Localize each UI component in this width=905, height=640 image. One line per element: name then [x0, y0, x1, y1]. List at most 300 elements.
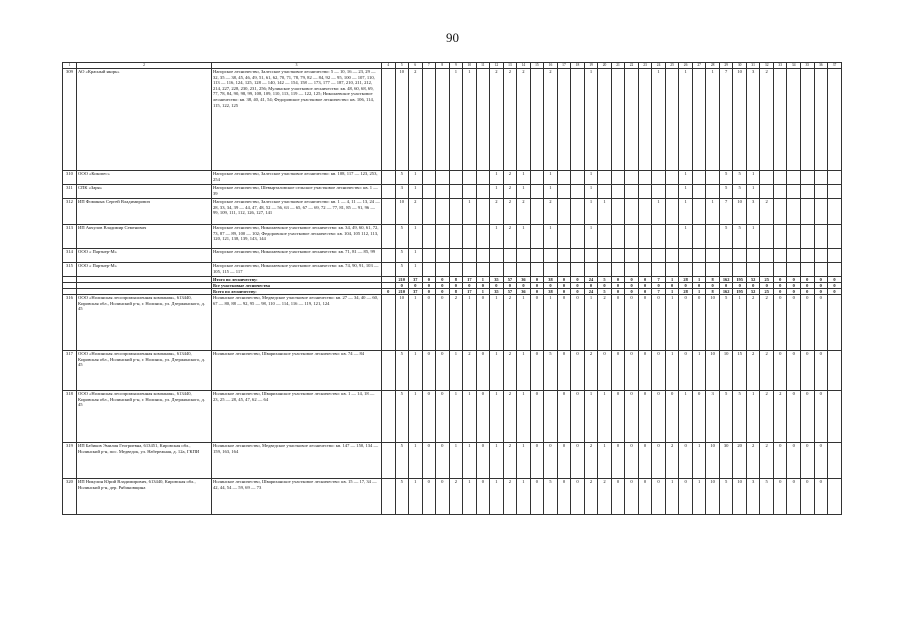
row-value-cell: 2 [773, 391, 787, 443]
totals-value-cell: 0 [571, 277, 585, 283]
row-value-cell [719, 249, 733, 263]
row-value-cell: 0 [611, 351, 625, 391]
row-value-cell [463, 225, 477, 249]
row-value-cell: 0 [625, 443, 639, 479]
row-value-cell: 1 [584, 225, 598, 249]
row-value-cell [503, 249, 517, 263]
row-number: 315 [63, 263, 77, 277]
row-value-cell: 1 [584, 199, 598, 225]
row-description: Нагорское лесничество, Залесское участковое лесничество: 5 — 10, 16 — 23, 29 — 32, 35 — 38, 45, 46, 49, 51, 61, 62, 70, 71, 78, 79, 82 — 84, 92 — 95, 100 — 107, 110, 113 — 116, 124, 125, 128 — 140, 142 — 154, 158 — 173, 177 — 187, 210, 211, 212, 214, 227, 228, 230, 231, 256; Мулинское участковое лесничество: кв. 48, 60, 68, 69, 77, 78, 84, 90, 98, 99, 108, 109, 110, 113, 119 — 122, 125; Николаевское участковое лесничество: кв. 38, 40, 41, 54; Федоровское участковое лесничество: кв. 106, 114, 115, 122, 125 [212, 69, 382, 171]
totals-value-cell: 0 [692, 283, 706, 289]
row-value-cell: 1 [665, 351, 679, 391]
row-value-cell [773, 199, 787, 225]
row-value-cell [625, 199, 639, 225]
row-value-cell: 3 [746, 479, 760, 515]
row-value-cell: 2 [598, 479, 612, 515]
row-value-cell [571, 249, 585, 263]
row-number: 310 [63, 171, 77, 185]
row-value-cell: 1 [544, 295, 558, 351]
row-value-cell: 2 [503, 351, 517, 391]
totals-value-cell: 0 [625, 283, 639, 289]
row-value-cell [422, 185, 436, 199]
header-cell: 31 [746, 63, 760, 69]
row-value-cell: 1 [544, 185, 558, 199]
header-cell: 3 [212, 63, 382, 69]
totals-value-cell: 0 [814, 277, 828, 283]
row-value-cell: 1 [409, 225, 423, 249]
row-value-cell: 2 [463, 351, 477, 391]
totals-value-cell: 0 [490, 283, 504, 289]
totals-value-cell: 0 [625, 289, 639, 295]
row-value-cell [706, 185, 720, 199]
totals-value-cell: 0 [598, 283, 612, 289]
row-value-cell: 1 [409, 249, 423, 263]
header-cell: 8 [436, 63, 450, 69]
row-value-cell: 10 [733, 69, 747, 171]
row-value-cell [436, 171, 450, 185]
row-value-cell [625, 249, 639, 263]
row-description: Нагорское лесничество, Залесское участковое лесничество: кв. 108, 117 — 123, 253, 254 [212, 171, 382, 185]
totals-value-cell: 0 [828, 277, 842, 283]
totals-value-cell: 0 [422, 289, 436, 295]
header-cell: 10 [463, 63, 477, 69]
totals-value-cell: 0 [733, 283, 747, 289]
row-value-cell: 5 [395, 443, 409, 479]
row-value-cell: 0 [814, 391, 828, 443]
row-value-cell: 0 [679, 479, 693, 515]
totals-value-cell: 38 [544, 289, 558, 295]
row-value-cell: 0 [557, 443, 571, 479]
row-value-cell: 2 [490, 69, 504, 171]
row-value-cell: 0 [422, 295, 436, 351]
row-value-cell: 1 [463, 391, 477, 443]
row-value-cell [787, 263, 801, 277]
row-value-cell [382, 295, 396, 351]
row-value-cell [760, 225, 774, 249]
row-description: Нагорское лесничество, Николаевское участковое лесничество: кв. 34, 49, 60, 61, 72, 73, 87 — 89, 100 — 102; Федоровское участковое лесничество: кв. 104, 105 112, 113, 120, 121, 138, 139, 143, 144 [212, 225, 382, 249]
row-value-cell [449, 185, 463, 199]
row-value-cell [463, 171, 477, 185]
row-value-cell [814, 199, 828, 225]
row-value-cell [652, 185, 666, 199]
row-value-cell [733, 249, 747, 263]
header-cell: 13 [503, 63, 517, 69]
row-value-cell [800, 199, 814, 225]
row-value-cell: 2 [760, 391, 774, 443]
row-description: Нагорское лесничество, Шевырталовское сельское участковое лесничество: кв. 1 — 39 [212, 185, 382, 199]
row-value-cell [652, 249, 666, 263]
row-value-cell: 5 [760, 479, 774, 515]
header-cell: 6 [409, 63, 423, 69]
row-value-cell: 1 [517, 185, 531, 199]
header-cell: 2 [77, 63, 212, 69]
row-value-cell: 2 [503, 391, 517, 443]
totals-value-cell: 0 [611, 283, 625, 289]
row-value-cell: 2 [503, 225, 517, 249]
header-cell: 37 [828, 63, 842, 69]
row-value-cell [787, 69, 801, 171]
row-value-cell [773, 69, 787, 171]
page-number: 90 [446, 30, 459, 45]
totals-value-cell: 57 [503, 289, 517, 295]
row-description: Нагорское лесничество, Николаевское участковое лесничество: кв. 74, 90, 91, 103 — 105, 115 — 117 [212, 263, 382, 277]
totals-value-cell: 1 [476, 277, 490, 283]
row-value-cell: 0 [611, 479, 625, 515]
totals-value-cell: 0 [828, 289, 842, 295]
row-description: Нагорское лесничество, Залесское участковое лесничество: кв. 1 — 4, 11 — 13, 24 — 28, 33, 34, 39 — 44, 47, 48, 52 — 56, 63 — 65, 67 — 69, 72 — 77, 81, 85 — 91, 96 — 99, 109, 111, 112, 126, 127, 141 [212, 199, 382, 225]
row-value-cell [449, 199, 463, 225]
row-value-cell [476, 171, 490, 185]
row-value-cell [638, 225, 652, 249]
row-value-cell [692, 185, 706, 199]
totals-value-cell: 0 [395, 283, 409, 289]
totals-value-cell: 1 [665, 277, 679, 283]
row-value-cell [746, 263, 760, 277]
header-cell: 30 [733, 63, 747, 69]
header-cell: 26 [679, 63, 693, 69]
row-value-cell [544, 249, 558, 263]
row-value-cell [530, 225, 544, 249]
row-value-cell: 5 [719, 185, 733, 199]
row-value-cell: 2 [760, 69, 774, 171]
row-value-cell [517, 249, 531, 263]
row-value-cell [692, 69, 706, 171]
row-value-cell: 0 [611, 391, 625, 443]
row-value-cell [665, 199, 679, 225]
row-value-cell [787, 249, 801, 263]
row-value-cell: 2 [746, 295, 760, 351]
row-value-cell: 0 [787, 351, 801, 391]
totals-value-cell: 35 [490, 289, 504, 295]
row-value-cell [422, 249, 436, 263]
row-value-cell: 0 [422, 351, 436, 391]
row-description: Нолинское лесничество, Медведское участковое лесничество: кв. 27 — 34, 40 — 60, 67 — 80, 88 — 92, 95 — 98, 110 — 114, 116 — 119, 121, 124 [212, 295, 382, 351]
row-value-cell [557, 225, 571, 249]
row-value-cell: 1 [409, 351, 423, 391]
row-org-name: ООО «Кокопес» [77, 171, 212, 185]
row-value-cell: 5 [395, 171, 409, 185]
row-value-cell: 5 [395, 249, 409, 263]
table-row [63, 185, 842, 199]
row-value-cell [692, 171, 706, 185]
totals-value-cell: 210 [395, 289, 409, 295]
row-value-cell: 0 [436, 351, 450, 391]
row-value-cell: 0 [800, 479, 814, 515]
row-value-cell [557, 249, 571, 263]
totals-value-cell: 0 [544, 283, 558, 289]
row-value-cell: 0 [611, 443, 625, 479]
row-value-cell [422, 171, 436, 185]
totals-value-cell: 0 [665, 283, 679, 289]
row-value-cell: 2 [503, 171, 517, 185]
totals-value-cell: 25 [760, 277, 774, 283]
totals-value-cell: 36 [517, 289, 531, 295]
row-value-cell [476, 69, 490, 171]
row-value-cell: 1 [463, 199, 477, 225]
totals-value-cell: 0 [571, 283, 585, 289]
totals-value-cell: 1 [476, 289, 490, 295]
row-value-cell: 0 [800, 443, 814, 479]
row-value-cell: 1 [409, 263, 423, 277]
row-value-cell [422, 225, 436, 249]
row-number: 312 [63, 199, 77, 225]
header-cell: 1 [63, 63, 77, 69]
row-value-cell: 1 [692, 479, 706, 515]
row-value-cell: 0 [638, 479, 652, 515]
row-value-cell [382, 249, 396, 263]
totals-value-cell: 0 [517, 283, 531, 289]
row-value-cell: 0 [638, 351, 652, 391]
row-value-cell [692, 199, 706, 225]
row-value-cell [773, 225, 787, 249]
row-value-cell [611, 249, 625, 263]
table-row [63, 171, 842, 185]
header-cell: 7 [422, 63, 436, 69]
row-description: Нолинское лесничество, Швариханское участковое лесничество: кв. 1 — 14, 18 — 23, 25 — 28, 45, 47, 62 — 64 [212, 391, 382, 443]
totals-value-cell: 38 [544, 277, 558, 283]
row-value-cell: 2 [746, 443, 760, 479]
row-value-cell [814, 225, 828, 249]
row-value-cell: 0 [787, 391, 801, 443]
row-value-cell: 0 [679, 351, 693, 391]
totals-value-cell: 8 [706, 289, 720, 295]
totals-value-cell: 0 [530, 283, 544, 289]
row-value-cell: 0 [787, 295, 801, 351]
row-value-cell: 2 [449, 295, 463, 351]
row-value-cell [814, 69, 828, 171]
totals-value-cell: 0 [409, 283, 423, 289]
row-value-cell [828, 391, 842, 443]
row-value-cell: 1 [665, 479, 679, 515]
row-value-cell [746, 249, 760, 263]
row-number: 316 [63, 295, 77, 351]
totals-label: Итого по лесничеству: [212, 277, 382, 283]
row-value-cell: 1 [463, 295, 477, 351]
totals-value-cell: 8 [449, 289, 463, 295]
row-value-cell: 1 [692, 351, 706, 391]
row-value-cell: 0 [652, 443, 666, 479]
row-value-cell [544, 263, 558, 277]
row-value-cell [652, 171, 666, 185]
row-value-cell [800, 185, 814, 199]
row-value-cell: 5 [719, 171, 733, 185]
row-value-cell: 0 [530, 479, 544, 515]
row-value-cell [828, 69, 842, 171]
header-cell: 33 [773, 63, 787, 69]
row-number: 318 [63, 391, 77, 443]
table-row [63, 295, 842, 351]
row-value-cell: 0 [557, 351, 571, 391]
row-value-cell [382, 199, 396, 225]
row-value-cell [625, 185, 639, 199]
row-value-cell [625, 225, 639, 249]
row-value-cell [773, 263, 787, 277]
row-value-cell [530, 185, 544, 199]
row-value-cell [679, 249, 693, 263]
row-value-cell [692, 249, 706, 263]
row-value-cell: 1 [517, 443, 531, 479]
row-value-cell [436, 225, 450, 249]
row-value-cell: 2 [760, 295, 774, 351]
row-value-cell: 1 [449, 69, 463, 171]
row-value-cell [571, 199, 585, 225]
row-value-cell [773, 171, 787, 185]
row-value-cell [814, 185, 828, 199]
row-value-cell [382, 69, 396, 171]
row-value-cell: 0 [530, 391, 544, 443]
row-value-cell [787, 225, 801, 249]
row-value-cell [598, 69, 612, 171]
row-value-cell: 2 [760, 351, 774, 391]
row-value-cell: 0 [814, 351, 828, 391]
totals-value-cell: 0 [828, 283, 842, 289]
row-value-cell: 2 [584, 479, 598, 515]
row-value-cell [449, 263, 463, 277]
row-value-cell: 1 [517, 351, 531, 391]
row-value-cell [760, 263, 774, 277]
row-value-cell: 0 [814, 443, 828, 479]
row-value-cell: 0 [652, 295, 666, 351]
row-value-cell: 5 [395, 391, 409, 443]
totals-value-cell: 0 [436, 277, 450, 283]
totals-value-cell: 1 [665, 289, 679, 295]
row-value-cell: 1 [463, 69, 477, 171]
row-value-cell: 1 [517, 391, 531, 443]
row-value-cell [625, 69, 639, 171]
row-number: 320 [63, 479, 77, 515]
row-value-cell [814, 249, 828, 263]
row-number: 319 [63, 443, 77, 479]
row-value-cell [828, 171, 842, 185]
row-value-cell: 2 [490, 199, 504, 225]
row-value-cell [665, 225, 679, 249]
row-value-cell: 0 [625, 351, 639, 391]
totals-value-cell: 5 [598, 289, 612, 295]
totals-value-cell: 0 [530, 289, 544, 295]
header-cell: 21 [611, 63, 625, 69]
row-value-cell: 1 [598, 391, 612, 443]
row-value-cell: 0 [571, 391, 585, 443]
totals-value-cell: 0 [557, 283, 571, 289]
row-value-cell: 1 [746, 171, 760, 185]
totals-value-cell: 25 [760, 289, 774, 295]
row-value-cell: 10 [706, 351, 720, 391]
row-org-name: ООО « Партнер-М» [77, 263, 212, 277]
row-value-cell: 1 [665, 295, 679, 351]
row-value-cell [665, 249, 679, 263]
row-value-cell: 1 [679, 69, 693, 171]
row-value-cell: 1 [544, 225, 558, 249]
row-value-cell [706, 171, 720, 185]
header-cell: 36 [814, 63, 828, 69]
row-number: 313 [63, 225, 77, 249]
row-value-cell [544, 391, 558, 443]
totals-value-cell: 0 [787, 289, 801, 295]
row-value-cell [706, 249, 720, 263]
row-value-cell: 2 [544, 69, 558, 171]
row-value-cell: 1 [409, 295, 423, 351]
row-value-cell [530, 249, 544, 263]
row-value-cell [557, 69, 571, 171]
row-value-cell: 1 [409, 479, 423, 515]
header-cell: 16 [544, 63, 558, 69]
row-value-cell: 5 [544, 479, 558, 515]
row-value-cell [463, 185, 477, 199]
row-value-cell [422, 263, 436, 277]
row-value-cell: 0 [625, 295, 639, 351]
row-value-cell: 5 [719, 295, 733, 351]
totals-value-cell: 0 [557, 277, 571, 283]
totals-value-cell: 1 [692, 277, 706, 283]
row-value-cell: 0 [814, 295, 828, 351]
totals-value-cell: 0 [611, 289, 625, 295]
table-row [63, 391, 842, 443]
header-cell: 11 [476, 63, 490, 69]
totals-value-cell: 0 [625, 277, 639, 283]
totals-value-cell: 195 [733, 277, 747, 283]
totals-value-cell: 17 [463, 289, 477, 295]
row-value-cell: 1 [490, 351, 504, 391]
row-value-cell: 3 [746, 199, 760, 225]
row-value-cell [598, 185, 612, 199]
row-value-cell [571, 171, 585, 185]
header-cell: 5 [395, 63, 409, 69]
row-value-cell [611, 199, 625, 225]
header-cell: 19 [584, 63, 598, 69]
row-value-cell: 10 [733, 199, 747, 225]
row-value-cell: 2 [503, 479, 517, 515]
row-value-cell: 0 [638, 443, 652, 479]
row-value-cell: 0 [598, 351, 612, 391]
totals-value-cell: 0 [436, 283, 450, 289]
totals-value-cell: 0 [800, 289, 814, 295]
row-value-cell: 0 [571, 443, 585, 479]
row-value-cell: 1 [490, 479, 504, 515]
header-cell: 15 [530, 63, 544, 69]
totals-value-cell: 7 [652, 289, 666, 295]
header-cell: 35 [800, 63, 814, 69]
row-value-cell [598, 263, 612, 277]
row-value-cell: 2 [409, 69, 423, 171]
row-value-cell: 0 [476, 295, 490, 351]
row-value-cell: 0 [800, 295, 814, 351]
row-value-cell: 0 [476, 479, 490, 515]
totals-value-cell: 0 [800, 283, 814, 289]
row-value-cell: 0 [557, 295, 571, 351]
row-value-cell: 1 [463, 443, 477, 479]
row-value-cell: 0 [571, 295, 585, 351]
totals-value-cell: 0 [611, 277, 625, 283]
forestry-table [62, 62, 842, 515]
row-value-cell: 0 [625, 479, 639, 515]
table-row [63, 249, 842, 263]
row-value-cell: 0 [544, 443, 558, 479]
header-cell: 17 [557, 63, 571, 69]
row-value-cell: 0 [476, 391, 490, 443]
row-value-cell [422, 69, 436, 171]
totals-value-cell: 0 [571, 289, 585, 295]
row-value-cell [773, 249, 787, 263]
row-value-cell: 1 [679, 185, 693, 199]
row-org-name: ООО «Нолинская лесопромышленная компания», 613440, Кировская обл., Нолинский р-н, г. Нолинск, ул. Дзержинского, д. 45 [77, 351, 212, 391]
row-value-cell: 1 [584, 171, 598, 185]
row-value-cell [828, 225, 842, 249]
totals-value-cell: 0 [679, 283, 693, 289]
row-value-cell: 2 [598, 295, 612, 351]
totals-value-cell: 7 [652, 277, 666, 283]
row-value-cell [828, 351, 842, 391]
row-value-cell: 20 [733, 443, 747, 479]
